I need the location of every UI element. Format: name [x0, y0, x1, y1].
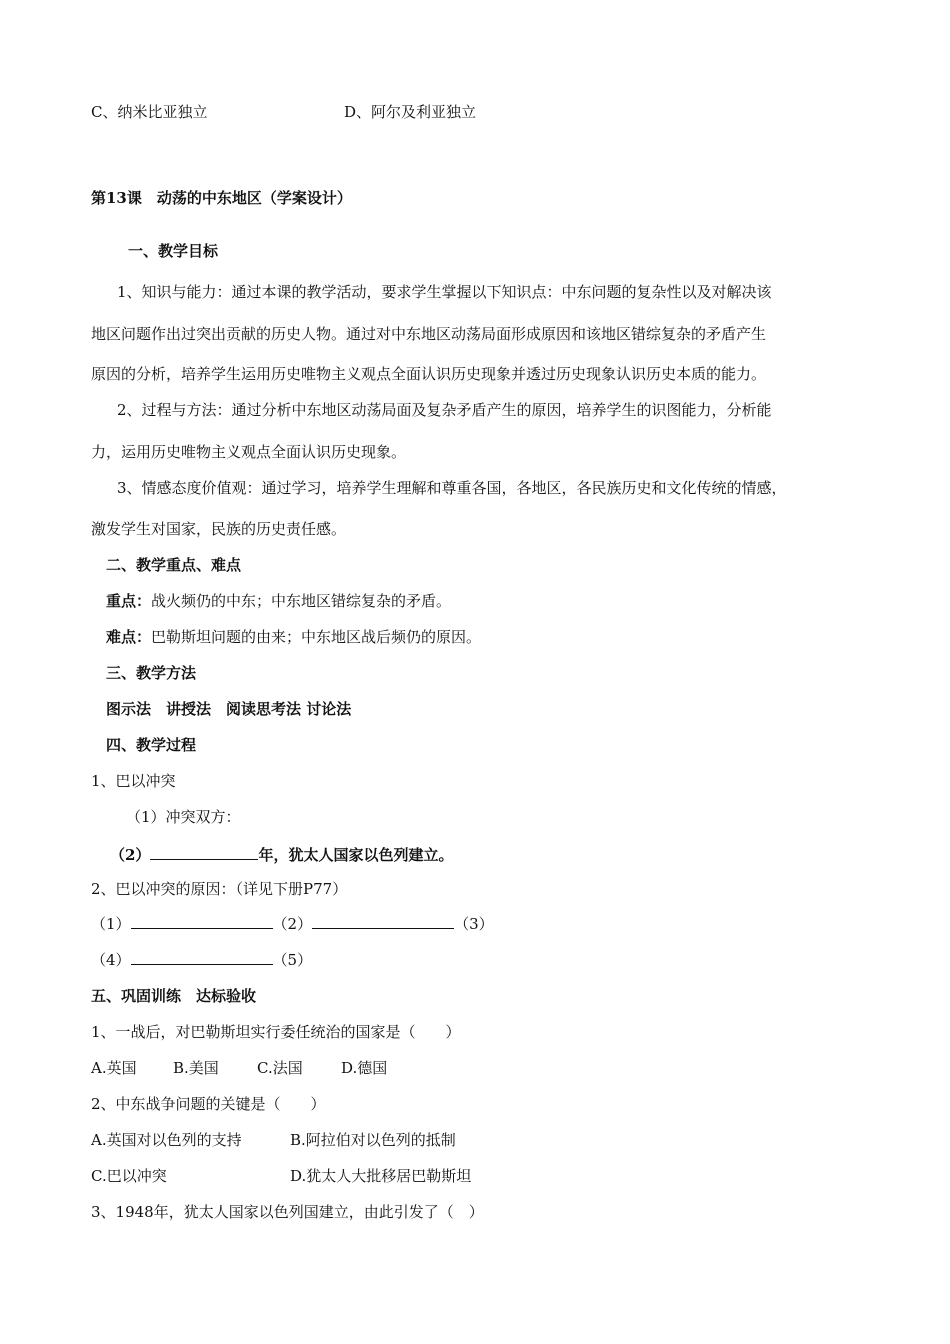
question-1: 1、一战后，对巴勒斯坦实行委任统治的国家是（ ）: [91, 1023, 461, 1041]
question-1-option-d: D.德国: [341, 1059, 388, 1077]
difficulty-line: [106, 627, 481, 647]
question-2-option-b: B.阿拉伯对以色列的抵制: [290, 1131, 456, 1149]
difficulty-label: 难点：: [106, 628, 152, 646]
objective-1-line-2: 地区问题作出过突出贡献的历史人物。通过对中东地区动荡局面形成原因和该地区错综复杂的矛盾产生: [91, 325, 767, 343]
process-sub-2: [110, 845, 453, 865]
cause-4-label: （4）: [91, 951, 131, 969]
question-3: 3、1948年，犹太人国家以色列国建立，由此引发了（ ）: [91, 1203, 484, 1221]
objective-1-line-3: 原因的分析，培养学生运用历史唯物主义观点全面认识历史现象并透过历史现象认识历史本质的能力。: [91, 365, 767, 383]
cause-row-2: [91, 950, 312, 970]
difficulty-text: 巴勒斯坦问题的由来；中东地区战后频仍的原因。: [151, 628, 482, 646]
process-sub-1: （1）冲突双方：: [126, 808, 241, 826]
objective-2-line-1: 2、过程与方法：通过分析中东地区动荡局面及复杂矛盾产生的原因，培养学生的识图能力，分析能: [117, 401, 772, 419]
question-1-option-a: A.英国: [91, 1059, 137, 1077]
section-heading-key-points: 二、教学重点、难点: [106, 556, 242, 574]
objective-3-line-1: 3、情感态度价值观：通过学习，培养学生理解和尊重各国，各地区，各民族历史和文化传统的情感，: [117, 479, 787, 497]
key-point-label: 重点：: [106, 592, 152, 610]
key-point-text: 战火频仍的中东；中东地区错综复杂的矛盾。: [151, 592, 452, 610]
process-sub-2-text: 年，犹太人国家以色列建立。: [258, 846, 454, 864]
cause-3-label: （3）: [454, 915, 494, 933]
process-item-2: 2、巴以冲突的原因：（详见下册P77）: [91, 880, 348, 898]
objective-2-line-2: 力，运用历史唯物主义观点全面认识历史现象。: [91, 443, 407, 461]
question-2-option-c: C.巴以冲突: [91, 1167, 167, 1185]
section-heading-process: 四、教学过程: [106, 736, 197, 754]
cause-1-label: （1）: [91, 915, 131, 933]
section-heading-methods: 三、教学方法: [106, 664, 197, 682]
section-heading-practice: 五、巩固训练 达标验收: [91, 987, 257, 1005]
question-2-option-a: A.英国对以色列的支持: [91, 1131, 242, 1149]
process-sub-2-prefix: （2）: [110, 846, 151, 864]
section-heading-objectives: 一、教学目标: [128, 242, 219, 260]
question-1-option-c: C.法国: [257, 1059, 303, 1077]
question-2-option-d: D.犹太人大批移居巴勒斯坦: [290, 1167, 472, 1185]
question-2: 2、中东战争问题的关键是（ ）: [91, 1095, 326, 1113]
methods-list: 图示法 讲授法 阅读思考法 讨论法: [106, 700, 352, 718]
cause-2-label: （2）: [272, 915, 313, 933]
option-d: D、阿尔及利亚独立: [344, 103, 477, 121]
cause-2-blank[interactable]: [312, 914, 454, 929]
lesson-title: 第13课 动荡的中东地区（学案设计）: [91, 189, 352, 207]
question-1-option-b: B.美国: [173, 1059, 219, 1077]
cause-5-label: （5）: [272, 951, 313, 969]
cause-4-blank[interactable]: [131, 950, 273, 965]
objective-3-line-2: 激发学生对国家，民族的历史责任感。: [91, 520, 347, 538]
objective-1-line-1: 1、知识与能力：通过本课的教学活动，要求学生掌握以下知识点：中东问题的复杂性以及对解决该: [117, 283, 772, 301]
key-point-line: [106, 591, 451, 611]
cause-1-blank[interactable]: [131, 914, 273, 929]
year-blank[interactable]: [150, 845, 258, 860]
option-c: C、纳米比亚独立: [91, 103, 208, 121]
cause-row-1: [91, 914, 494, 934]
process-item-1: 1、巴以冲突: [91, 772, 176, 790]
